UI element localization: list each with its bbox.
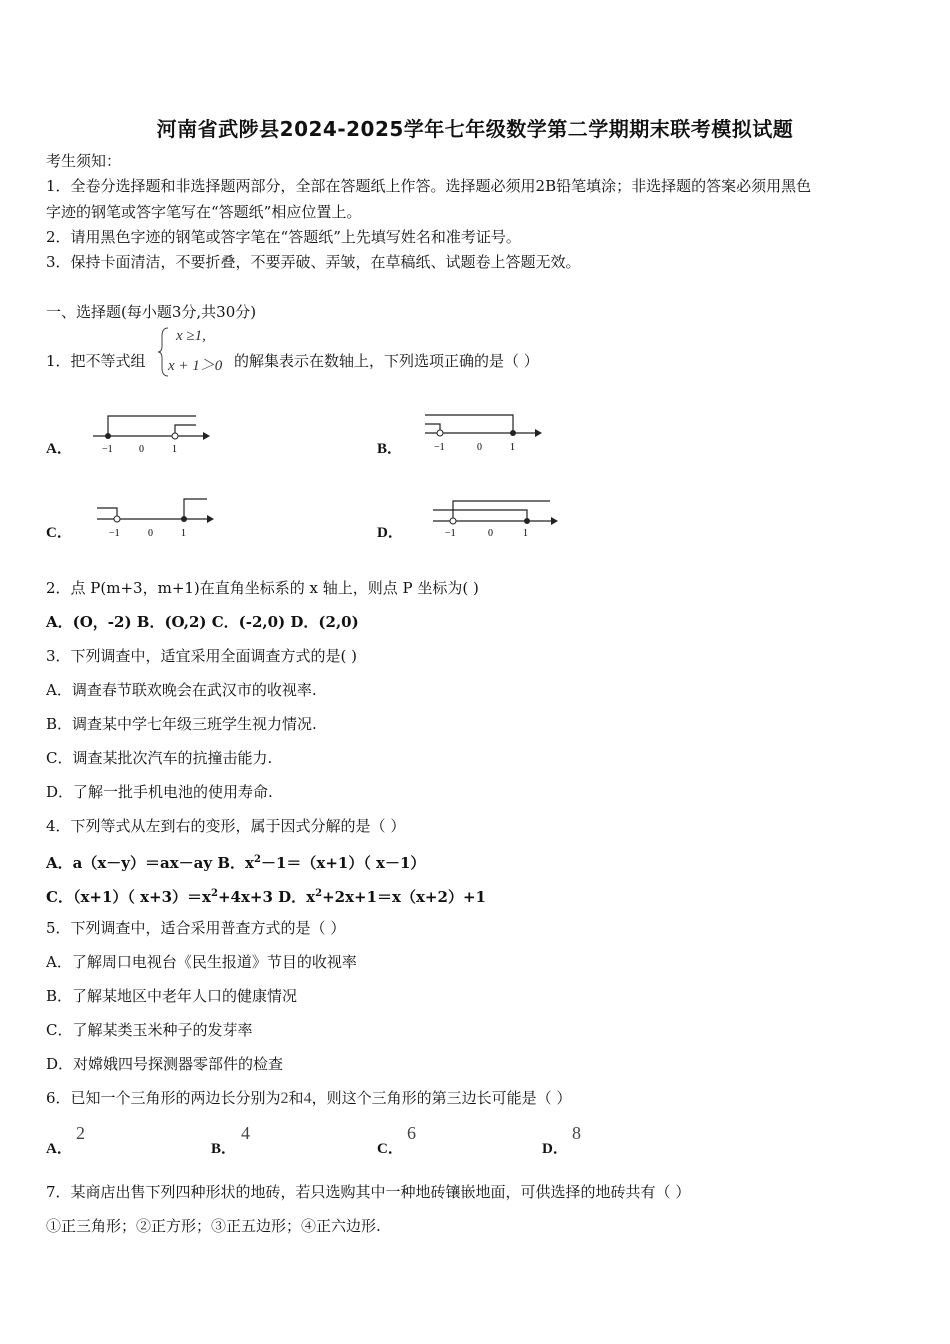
tick-label: −1 <box>445 528 456 539</box>
q1-condition-2: x + 1＞0 <box>168 358 223 374</box>
q4-option-d-text: +2x+1＝x（x+2）+1 <box>322 888 486 906</box>
exponent: 2 <box>253 854 261 865</box>
q2-stem: 2．点 P(m+3，m+1)在直角坐标系的 x 轴上，则点 P 坐标为( ) <box>46 579 479 597</box>
tick-label: −1 <box>102 444 113 455</box>
q1-option-b-numberline[interactable] <box>420 410 545 458</box>
q5-option-d[interactable]: D．对嫦娥四号探测器零部件的检查 <box>46 1055 284 1073</box>
q4-option-a-text: A．a（x－y）＝ax－ay B．x <box>46 854 254 872</box>
notice-item-3: 3．保持卡面清洁，不要折叠，不要弄破、弄皱，在草稿纸、试题卷上答题无效。 <box>46 253 581 271</box>
q7-items: ①正三角形；②正方形；③正五边形；④正六边形. <box>46 1217 381 1235</box>
q4-options-ab[interactable] <box>46 850 425 873</box>
tick-label: 1 <box>510 442 515 453</box>
tick-label: 0 <box>488 528 493 539</box>
q1-option-d-label[interactable]: D． <box>377 525 403 541</box>
q1-option-c-label[interactable]: C． <box>46 525 72 541</box>
q4-option-cd-mid: +4x+3 D．x <box>217 888 316 906</box>
q1-option-a-numberline[interactable] <box>88 410 213 458</box>
tick-label: 0 <box>139 444 144 455</box>
q6-option-a-label[interactable]: A． <box>46 1141 72 1157</box>
notice-heading: 考生须知： <box>46 152 122 170</box>
page-title: 河南省武陟县2024-2025学年七年级数学第二学期期末联考模拟试题 <box>156 117 794 141</box>
tick-label: −1 <box>434 442 445 453</box>
q6-option-c-label[interactable]: C． <box>377 1141 403 1157</box>
q5-option-a[interactable]: A．了解周口电视台《民生报道》节目的收视率 <box>46 953 357 971</box>
q6-option-c-value[interactable]: 6 <box>407 1123 416 1143</box>
q3-stem: 3．下列调查中，适宜采用全面调查方式的是( ) <box>46 647 358 665</box>
q1-suffix: 的解集表示在数轴上，下列选项正确的是（ ） <box>234 352 539 370</box>
q6-side-2: 4 <box>303 1090 312 1107</box>
tick-label: 1 <box>172 444 177 455</box>
tick-label: 0 <box>477 442 482 453</box>
q5-option-b[interactable]: B．了解某地区中老年人口的健康情况 <box>46 987 298 1005</box>
q6-side-1: 2 <box>280 1090 289 1107</box>
q1-option-a-label[interactable]: A． <box>46 441 72 457</box>
q4-option-c-text: C．（x+1）（ x+3）＝x <box>46 888 212 906</box>
q3-option-b[interactable]: B．调查某中学七年级三班学生视力情况. <box>46 715 317 733</box>
notice-item-1a: 1．全卷分选择题和非选择题两部分，全部在答题纸上作答。选择题必须用2B铅笔填涂；非选择题的答案必须用黑色 <box>46 177 812 195</box>
tick-label: 1 <box>523 528 528 539</box>
q6-option-a-value[interactable]: 2 <box>76 1123 85 1143</box>
tick-label: −1 <box>109 528 120 539</box>
exponent: 2 <box>315 888 323 899</box>
tick-label: 0 <box>148 528 153 539</box>
q6-stem-part: 6．已知一个三角形的两边长分别为 <box>46 1089 281 1107</box>
q1-condition-1: x ≥1, <box>176 328 206 344</box>
q4-stem: 4．下列等式从左到右的变形，属于因式分解的是（ ） <box>46 817 406 835</box>
q7-stem: 7．某商店出售下列四种形状的地砖，若只选购其中一种地砖镶嵌地面，可供选择的地砖共有（ ） <box>46 1183 691 1201</box>
tick-label: 1 <box>181 528 186 539</box>
q4-option-b-text: －1＝（x+1）（ x－1） <box>260 854 426 872</box>
q1-option-b-label[interactable]: B． <box>377 441 403 457</box>
q6-option-d-value[interactable]: 8 <box>572 1123 581 1143</box>
q3-option-d[interactable]: D．了解一批手机电池的使用寿命. <box>46 783 273 801</box>
q6-stem-part: 和 <box>288 1089 304 1107</box>
q3-option-a[interactable]: A．调查春节联欢晚会在武汉市的收视率. <box>46 681 317 699</box>
q1-prefix: 1．把不等式组 <box>46 352 146 370</box>
exponent: 2 <box>211 888 218 899</box>
q6-stem-part: ，则这个三角形的第三边长可能是（ ） <box>311 1089 572 1107</box>
notice-item-1b: 字迹的钢笔或答字笔写在“答题纸”相应位置上。 <box>46 203 362 221</box>
q6-option-d-label[interactable]: D． <box>542 1141 568 1157</box>
q1-option-d-numberline[interactable] <box>428 494 563 542</box>
q2-options[interactable]: A．(O，-2) B．(O,2) C．(-2,0) D．(2,0) <box>46 613 359 631</box>
q6-option-b-value[interactable]: 4 <box>241 1123 250 1143</box>
q4-options-cd[interactable] <box>46 884 486 907</box>
notice-item-2: 2．请用黑色字迹的钢笔或答字笔在“答题纸”上先填写姓名和准考证号。 <box>46 228 521 246</box>
section-heading: 一、选择题(每小题3分,共30分) <box>46 303 257 321</box>
q1-option-c-numberline[interactable] <box>92 494 217 542</box>
inequality-system <box>158 326 228 378</box>
q6-stem <box>46 1088 571 1109</box>
q3-option-c[interactable]: C．调查某批次汽车的抗撞击能力. <box>46 749 273 767</box>
q6-option-b-label[interactable]: B． <box>211 1141 237 1157</box>
q5-stem: 5．下列调查中，适合采用普查方式的是（ ） <box>46 919 346 937</box>
q5-option-c[interactable]: C．了解某类玉米种子的发芽率 <box>46 1021 253 1039</box>
